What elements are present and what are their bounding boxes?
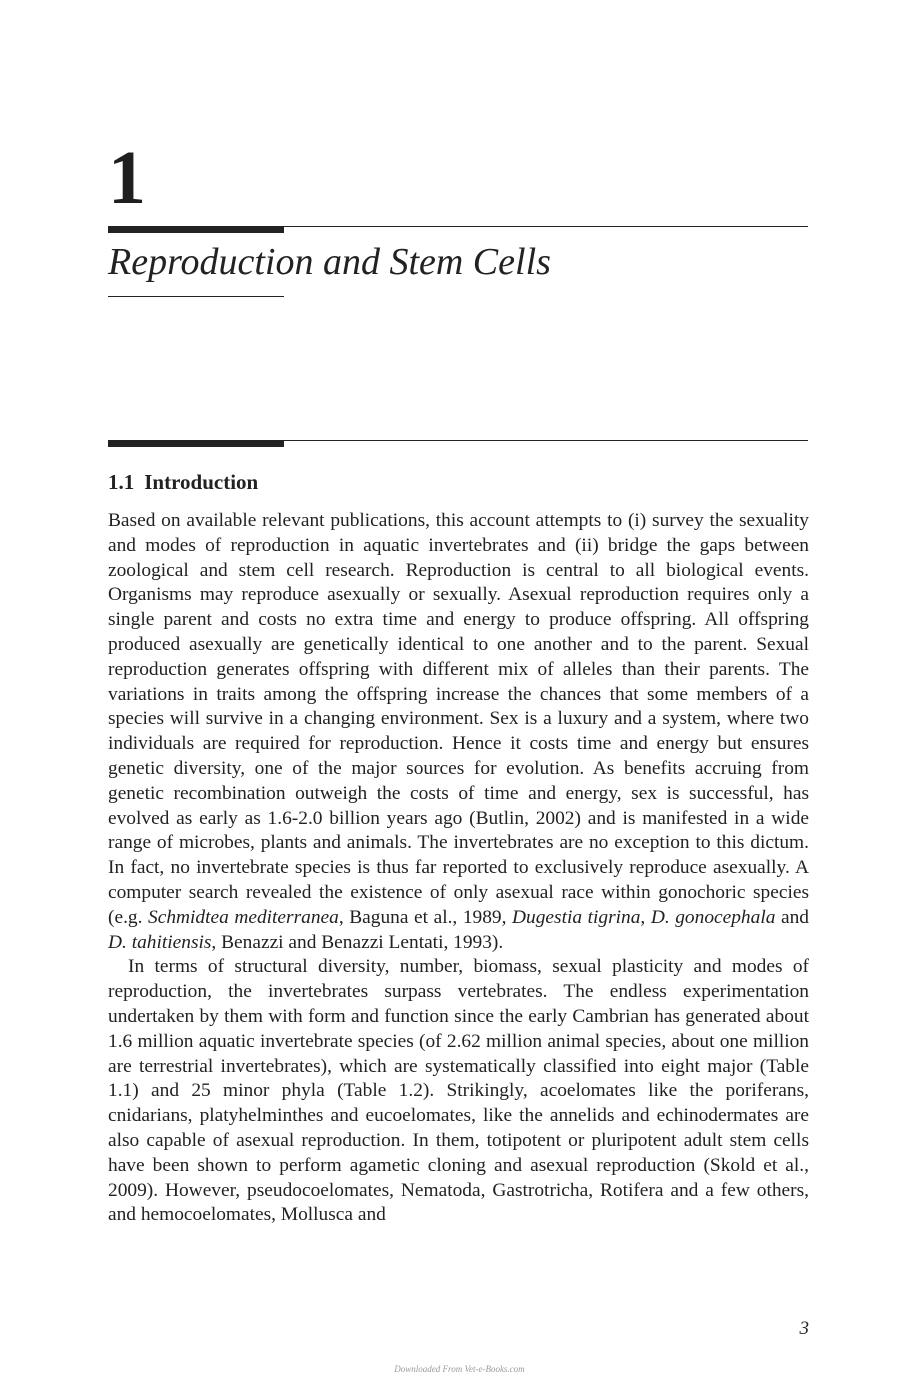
species-name: Schmidtea mediterranea <box>148 906 339 928</box>
paragraph-segment: and <box>775 906 809 928</box>
chapter-rule-thick <box>108 226 284 233</box>
chapter-title: Reproduction and Stem Cells <box>108 241 551 283</box>
chapter-rule-thin <box>108 226 808 227</box>
section-rule-thin <box>108 440 808 441</box>
title-underline <box>108 296 284 297</box>
species-name: D. gonocephala <box>650 906 776 928</box>
species-name: D. tahitiensis <box>108 931 212 953</box>
paragraph-segment: , Baguna et al., 1989, <box>338 906 513 928</box>
download-watermark: Downloaded From Vet-e-Books.com <box>394 1364 525 1374</box>
section-number: 1.1 <box>108 470 135 494</box>
paragraph-segment: , Benazzi and Benazzi Lentati, 1993). <box>211 931 504 953</box>
paragraph-1 <box>108 509 809 955</box>
page-number: 3 <box>799 1318 809 1339</box>
section-heading <box>108 470 258 495</box>
section-rule-thick <box>108 440 284 447</box>
paragraph-segment: , <box>640 906 651 928</box>
paragraph-2 <box>108 955 809 1228</box>
paragraph-segment: In terms of structural diversity, number, biomass, sexual plasticity and modes of reproduction, the invertebrates surpass vertebrates. The endless experimentation undertaken by them with form and function since the early Cambrian has generated about 1.6 million aquatic invertebrate species (of 2.62 million animal species, about one million are terrestrial invertebrates), which are systematically classified into eight major (Table 1.1) and 25 minor phyla (Table 1.2). Strikingly, acoelomates like the poriferans, cnidarians, platyhelminthes and eucoelomates, like the annelids and echinodermates are also capable of asexual reproduction. In them, totipotent or pluripotent adult stem cells have been shown to perform agametic cloning and asexual reproduction (Skold et al., 2009). However, pseudocoelomates, Nematoda, Gastrotricha, Rotifera and a few others, and hemocoelomates, Mollusca and <box>108 956 809 1226</box>
chapter-number: 1 <box>108 136 146 220</box>
paragraph-segment: Based on available relevant publications, this account attempts to (i) survey the sexuality and modes of reproduction in aquatic invertebrates and (ii) bridge the gaps between zoological and stem cell research. Reproduction is central to all biological events. Organisms may reproduce asexually or sexually. Asexual reproduction requires only a single parent and costs no extra time and energy to produce offspring. All offspring produced asexually are genetically identical to one another and to the parent. Sexual reproduction generates offspring with different mix of alleles than their parents. The variations in traits among the offspring increase the chances that some members of a species will survive in a changing environment. Sex is a luxury and a system, where two individuals are required for reproduction. Hence it costs time and energy but ensures genetic diversity, one of the major sources for evolution. As benefits accruing from genetic recombination outweigh the costs of time and energy, sex is successful, has evolved as early as 1.6-2.0 billion years ago (Butlin, 2002) and is manifested in a wide range of microbes, plants and animals. The invertebrates are no exception to this dictum. In fact, no invertebrate species is thus far reported to exclusively reproduce asexually. A computer search revealed the existence of only asexual race within gonochoric species (e.g. <box>108 510 809 928</box>
body-text <box>108 509 809 1228</box>
section-title: Introduction <box>144 470 259 494</box>
species-name: Dugestia tigrina <box>512 906 641 928</box>
